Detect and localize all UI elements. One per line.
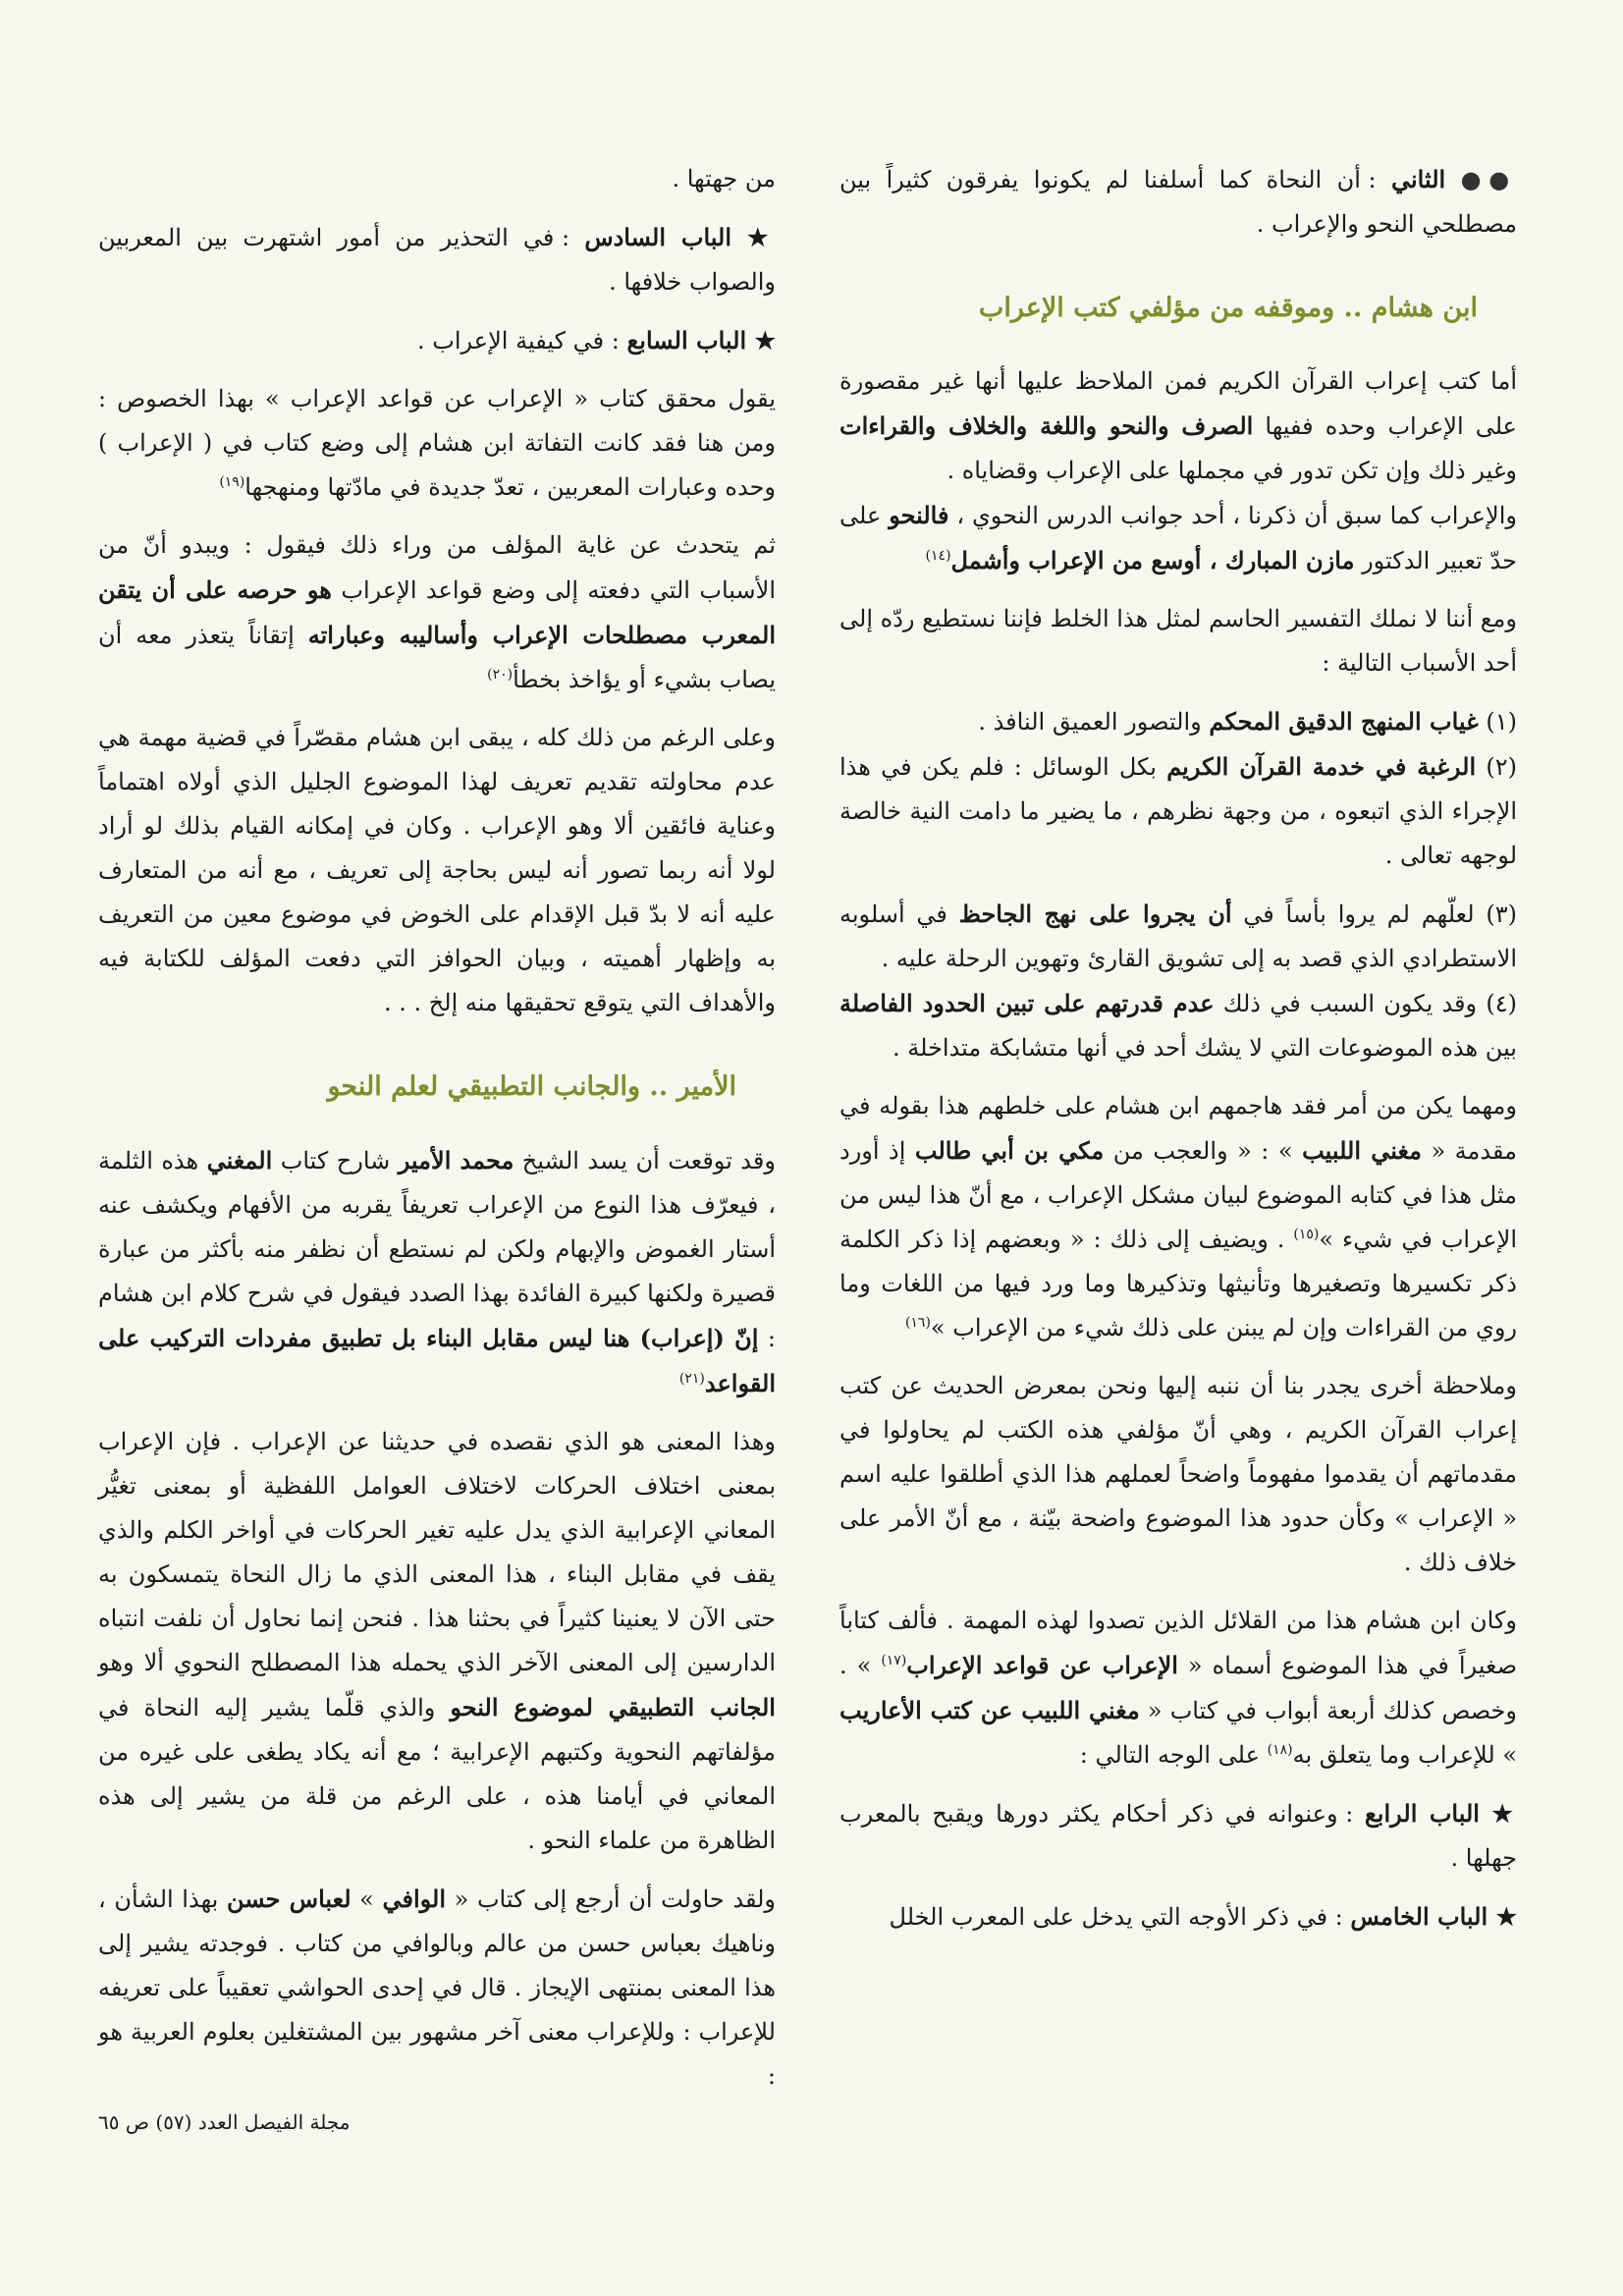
text: : وعنوانه في ذكر أحكام يكثر دورها ويقبح بالمعرب جهلها . <box>839 1800 1517 1872</box>
footnote-ref: (٢١) <box>678 1371 705 1387</box>
bold-text: الإعراب عن قواعد الإعراب <box>906 1651 1178 1679</box>
paragraph <box>98 1877 776 2099</box>
left-column <box>98 157 776 2112</box>
footnote-ref: (١٩) <box>219 474 245 490</box>
bold-text: محمد الأمير <box>398 1146 514 1175</box>
section-heading-ibn-hisham: ابن هشام .. وموقفه من مؤلفي كتب الإعراب <box>978 293 1478 323</box>
text: أما كتب إعراب القرآن الكريم فمن الملاحظ عليها أنها غير مقصورة على الإعراب وحده ففيها <box>839 367 1517 440</box>
bold-text: فالنحو <box>889 501 949 529</box>
text: يقول محقق كتاب « الإعراب عن قواعد الإعراب » بهذا الخصوص : ومن هنا فقد كانت التفاتة ابن هشام إلى وضع كتاب في ( الإعراب ) وحده وعبارات المعربين ، تعدّ جديدة في مادّتها ومنهجها <box>98 385 776 501</box>
bold-text: المغني <box>206 1146 273 1175</box>
bold-text: مازن المبارك ، أوسع من الإعراب وأشمل <box>950 546 1355 574</box>
text: إتقاناً يتعذر معه أن يصاب بشيء أو يؤاخذ بخطأ <box>98 622 776 693</box>
bold-text: الجانب التطبيقي لموضوع النحو <box>450 1693 776 1722</box>
footnote-ref: (١٤) <box>925 548 951 564</box>
reason-3 <box>839 892 1517 1070</box>
paragraph <box>98 1420 776 1863</box>
paragraph <box>839 1599 1517 1777</box>
text: وغير ذلك وإن تكن تدور في مجملها على الإعراب وقضاياه . <box>947 457 1517 484</box>
text: » : « والعجب من <box>1112 1137 1293 1165</box>
text: والتصور العميق النافذ . <box>978 708 1202 736</box>
text: : في ذكر الأوجه التي يدخل على المعرب الخلل <box>889 1903 1343 1931</box>
bullet-dots-icon: ●● <box>1460 165 1517 193</box>
text: (١) <box>1486 708 1517 736</box>
paragraph <box>98 377 776 510</box>
text: وقد توقعت أن يسد الشيخ <box>521 1147 776 1175</box>
footnote-ref: (١٧) <box>881 1653 907 1668</box>
paragraph <box>839 359 1517 583</box>
paragraph: من جهتها . <box>672 165 776 192</box>
bold-text: لعباس حسن <box>226 1885 352 1913</box>
chapter-6 <box>98 215 776 304</box>
text: : في كيفية الإعراب . <box>417 327 620 355</box>
paragraph: وملاحظة أخرى يجدر بنا أن ننبه إليها ونحن بمعرض الحديث عن كتب إعراب القرآن الكريم ، وهي أنّ مؤلفي هذه الكتب لم يحاولوا في مقدماتهم أن يقدموا مفهوماً واضحاً لعملهم هذا الذي أطلقوا عليه اسم « الإعراب » وكأن حدود هذا الموضوع واضحة بيّنة ، مع أنّ الأمر على خلاف ذلك . <box>839 1372 1517 1576</box>
text: . ويضيف إلى ذلك : « وبعضهم إذا ذكر الكلمة ذكر تكسيرها وتصغيرها وتأنيثها وتذكيرها وما ورد فيها من اللغات وما روي من القراءات وإن لم يبنن على ذلك شيء من الإعراب » <box>839 1226 1517 1341</box>
chapter-4 <box>839 1791 1517 1881</box>
bold-text: الصرف والنحو واللغة والخلاف والقراءات <box>839 411 1254 440</box>
text: على الوجه التالي : <box>1079 1741 1260 1769</box>
bold-text: مغني اللبيب عن كتب الأعاريب <box>839 1696 1140 1724</box>
paragraph: ومع أننا لا نملك التفسير الحاسم لمثل هذا الخلط فإننا نستطيع ردّه إلى أحد الأسباب التالية : <box>839 605 1517 677</box>
bold-text: الرغبة في خدمة القرآن الكريم <box>1166 752 1477 781</box>
paragraph-second <box>839 157 1517 246</box>
text: ولقد حاولت أن أرجع إلى كتاب « <box>454 1886 776 1913</box>
paragraph <box>98 1138 776 1406</box>
bold-text: ★ الباب الخامس <box>1350 1902 1517 1931</box>
text: ومهما يكن من أمر فقد هاجمهم ابن هشام على خلطهم هذا بقوله في مقدمة « <box>839 1092 1517 1165</box>
bold-quote: إنّ (إعراب) هنا ليس مقابل البناء بل تطبيق مفردات التركيب على القواعد <box>98 1324 776 1397</box>
text: (٢) <box>1486 753 1517 781</box>
text: بين هذه الموضوعات التي لا يشك أحد في أنها متشابكة متداخلة . <box>893 1034 1517 1062</box>
text: (٤) <box>1486 990 1517 1017</box>
text: والإعراب كما سبق أن ذكرنا ، أحد جوانب الدرس النحوي ، <box>956 502 1517 529</box>
text: : أن النحاة كما أسلفنا لم يكونوا يفرقون كثيراً بين مصطلحي النحو والإعراب . <box>839 166 1517 238</box>
text: » . وخصص كذلك أربعة أبواب في كتاب « <box>839 1652 1517 1724</box>
text: بهذا الشأن ، وناهيك بعباس حسن من عالم وبالوافي من كتاب . فوجدته يشير إلى هذا المعنى بمنتهى الإيجاز . قال في إحدى الحواشي تعقيباً على تعريفه للإعراب : وللإعراب معنى آخر مشهور بين المشتغلين بعلوم العربية هو : <box>98 1886 776 2090</box>
text: بكل الوسائل : فلم يكن في هذا الإجراء الذي اتبعوه ، من وجهة نظرهم ، ما يضير ما دامت النية خالصة لوجهه تعالى . <box>839 753 1517 869</box>
bold-text: مغني اللبيب <box>1302 1136 1422 1165</box>
text: وهذا المعنى هو الذي نقصده في حديثنا عن الإعراب . فإن الإعراب بمعنى اختلاف الحركات لاختلاف العوامل اللفظية أو بمعنى تغيُّر المعاني الإعرابية الذي يدل عليه تغير الحركات في أواخر الكلم والذي يقف في مقابل البناء ، هذا المعنى الذي ما زال النحاة يتمسكون به حتى الآن لا يعنينا كثيراً في بحثنا هذا . فنحن إنما نحاول أن نلفت انتباه الدارسين إلى المعنى الآخر الذي يحمله هذا المصطلح النحوي ألا وهو <box>98 1428 776 1676</box>
text: هذه الثلمة ، فيعرّف هذا النوع من الإعراب تعريفاً يقربه من الأفهام ويكشف عنه أستار الغموض والإبهام ولكن لم نستطع أن نظفر منه بأكثر من عبارة قصيرة ولكنها كبيرة الفائدة بهذا الصدد فيقول في شرح كلام ابن هشام : <box>98 1147 777 1352</box>
bold-text: الوافي <box>382 1885 447 1913</box>
bold-text: عدم قدرتهم على تبين الحدود الفاصلة <box>839 989 1215 1017</box>
bold-text: ★ الباب السابع <box>626 326 776 355</box>
bold-text: ★ الباب الرابع <box>1365 1799 1518 1828</box>
text: ثم يتحدث عن غاية المؤلف من وراء ذلك فيقول : ويبدو أنّ من الأسباب التي دفعته إلى وضع قواعد الإعراب <box>98 531 776 604</box>
bold-text: أن يجروا على نهج الجاحظ <box>958 900 1232 928</box>
bold-text: غياب المنهج الدقيق المحكم <box>1209 707 1479 736</box>
text: » للإعراب وما يتعلق به <box>1292 1741 1517 1769</box>
chapter-7 <box>98 318 776 363</box>
text: على حدّ تعبير الدكتور <box>839 502 1517 574</box>
text: (٣) <box>1486 901 1517 928</box>
footnote-ref: (١٦) <box>904 1315 931 1331</box>
page-footer: مجلة الفيصل العدد (٥٧) ص ٦٥ <box>98 2110 351 2134</box>
reason-1 <box>839 699 1517 878</box>
text: وكان ابن هشام هذا من القلائل الذين تصدوا لهذه المهمة . فألف كتاباً صغيراً في هذا الموضوع أسماه « <box>839 1607 1517 1679</box>
paragraph: وعلى الرغم من ذلك كله ، يبقى ابن هشام مقصّراً في قضية مهمة هي عدم محاولته تقديم تعريف لهذا الموضوع الجليل الذي أولاه اهتماماً وعناية فائقين ألا وهو الإعراب . وكان في إمكانه القيام بذلك لو أراد لولا أنه ربما تصور أنه ليس بحاجة إلى تعريف ، مع أنه من المتعارف عليه أنه لا بدّ قبل الإقدام على الخوض في موضوع معين من التعريف به وإظهار أهميته ، وبيان الحوافز التي دفعت المؤلف للكتابة فيه والأهداف التي يتوقع تحقيقها منه إلخ . . . <box>98 724 776 1016</box>
text: إذ أورد مثل هذا في كتابه الموضوع لبيان مشكل الإعراب ، مع أنّ هذا ليس من الإعراب في شيء » <box>839 1137 1517 1253</box>
right-column <box>839 157 1517 1953</box>
text: لعلّهم لم يروا بأساً في <box>1243 901 1475 928</box>
bold-text: مكي بن أبي طالب <box>914 1136 1105 1165</box>
footnote-ref: (٢٠) <box>487 667 514 683</box>
paragraph <box>839 1084 1517 1350</box>
text: » <box>359 1886 374 1913</box>
bold-text: الثاني <box>1391 165 1446 193</box>
footnote-ref: (١٥) <box>1293 1227 1320 1242</box>
text: شارح كتاب <box>280 1147 391 1175</box>
chapter-5 <box>839 1894 1517 1940</box>
text: : في التحذير من أمور اشتهرت بين المعربين والصواب خلافها . <box>98 224 776 296</box>
section-heading-al-amir: الأمير .. والجانب التطبيقي لعلم النحو <box>327 1071 736 1102</box>
bold-text: هو حرصه على أن يتقن المعرب مصطلحات الإعراب وأساليبه وعباراته <box>98 575 776 649</box>
text: وقد يكون السبب في ذلك <box>1222 990 1478 1017</box>
footnote-ref: (١٨) <box>1267 1742 1293 1758</box>
paragraph <box>98 523 776 702</box>
bold-text: ★ الباب السادس <box>584 223 777 251</box>
text: والذي قلّما يشير إليه النحاة في مؤلفاتهم النحوية وكتبهم الإعرابية ؛ مع أنه يكاد يطغى على غيره من المعاني في أيامنا هذه ، على الرغم من قلة من يشير إلى هذه الظاهرة من علماء النحو . <box>98 1694 776 1854</box>
text: في أسلوبه الاستطرادي الذي قصد به إلى تشويق القارئ وتهوين الرحلة عليه . <box>839 901 1517 972</box>
